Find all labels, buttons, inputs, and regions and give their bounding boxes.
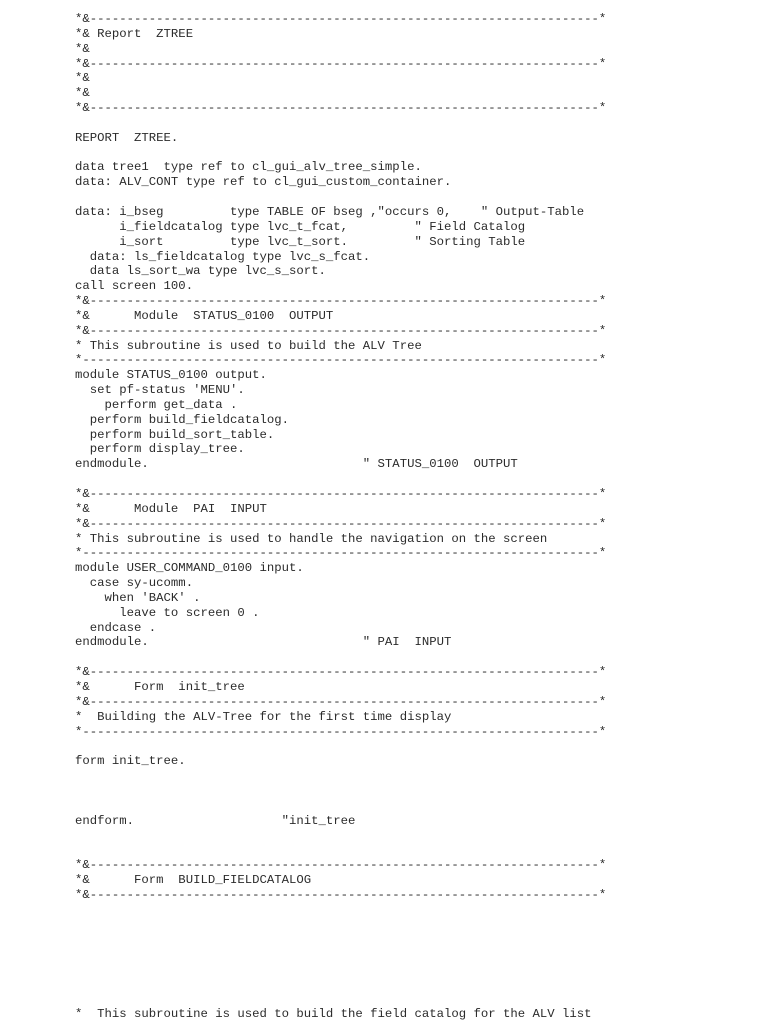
code-line: perform build_fieldcatalog. (75, 412, 290, 427)
code-line: data ls_sort_wa type lvc_s_sort. (75, 264, 326, 279)
code-line: case sy-ucomm. (75, 576, 194, 591)
blank-line (75, 977, 755, 992)
blank-line (75, 769, 755, 784)
code-line: REPORT ZTREE. (75, 130, 179, 145)
blank-line (75, 799, 755, 814)
comment-line: *& Form BUILD_FIELDCATALOG (75, 872, 312, 887)
comment-line: * This subroutine is used to build the ALV Tree (75, 338, 422, 353)
code-line: perform get_data . (75, 397, 238, 412)
comment-rule: *&---------------------------------------------------------------------* (75, 487, 607, 501)
comment-rule: *&---------------------------------------------------------------------* (75, 294, 607, 309)
blank-line (75, 828, 755, 843)
comment-rule: *----------------------------------------------------------------------* (75, 546, 607, 561)
comment-line: *& (75, 71, 90, 86)
code-line: endmodule. " PAI INPUT (75, 635, 452, 650)
comment-rule: *&---------------------------------------------------------------------* (75, 12, 607, 26)
code-listing (75, 12, 755, 1021)
comment-rule: *&---------------------------------------------------------------------* (75, 516, 607, 531)
code-line: endform. "init_tree (75, 813, 356, 828)
comment-rule: *----------------------------------------------------------------------* (75, 353, 607, 368)
comment-rule: *&---------------------------------------------------------------------* (75, 56, 607, 71)
blank-line (75, 784, 755, 799)
comment-line: * This subroutine is used to handle the navigation on the screen (75, 531, 548, 546)
code-line: module STATUS_0100 output. (75, 368, 267, 383)
blank-line (75, 472, 755, 487)
code-line: perform build_sort_table. (75, 427, 275, 442)
blank-line (75, 116, 755, 131)
code-line: leave to screen 0 . (75, 605, 260, 620)
comment-rule: *&---------------------------------------------------------------------* (75, 101, 607, 116)
comment-rule: *&---------------------------------------------------------------------* (75, 665, 607, 680)
blank-line (75, 962, 755, 977)
code-line: set pf-status 'MENU'. (75, 383, 245, 398)
code-line: i_sort type lvc_t_sort. " Sorting Table (75, 234, 526, 249)
comment-rule: *&---------------------------------------------------------------------* (75, 323, 607, 338)
comment-line: *& Form init_tree (75, 679, 245, 694)
comment-rule: *&---------------------------------------------------------------------* (75, 858, 607, 873)
comment-line: *& Module PAI INPUT (75, 501, 267, 516)
code-line: perform display_tree. (75, 442, 245, 457)
blank-line (75, 190, 755, 205)
blank-line (75, 992, 755, 1007)
code-line: endcase . (75, 620, 157, 635)
comment-rule: *----------------------------------------------------------------------* (75, 724, 607, 739)
blank-line (75, 932, 755, 947)
comment-rule: *&---------------------------------------------------------------------* (75, 694, 607, 709)
blank-line (75, 917, 755, 932)
blank-line (75, 146, 755, 161)
code-line: module USER_COMMAND_0100 input. (75, 561, 304, 576)
code-line: i_fieldcatalog type lvc_t_fcat, " Field Catalog (75, 219, 526, 234)
code-line: data: i_bseg type TABLE OF bseg ,"occurs 0, " Output-Table (75, 204, 585, 219)
blank-line (75, 903, 755, 918)
blank-line (75, 843, 755, 858)
comment-line: *& (75, 41, 90, 56)
comment-line: *& Module STATUS_0100 OUTPUT (75, 308, 334, 323)
blank-line (75, 739, 755, 754)
code-line: data: ALV_CONT type ref to cl_gui_custom_container. (75, 175, 452, 190)
code-line: data tree1 type ref to cl_gui_alv_tree_simple. (75, 160, 422, 175)
comment-line: *& Report ZTREE (75, 26, 194, 41)
code-line: call screen 100. (75, 279, 194, 294)
comment-line: *& (75, 86, 90, 101)
code-line: data: ls_fieldcatalog type lvc_s_fcat. (75, 249, 371, 264)
blank-line (75, 650, 755, 665)
comment-line: * Building the ALV-Tree for the first time display (75, 709, 452, 724)
comment-line: * This subroutine is used to build the field catalog for the ALV list (75, 1006, 592, 1021)
code-line: when 'BACK' . (75, 590, 201, 605)
blank-line (75, 947, 755, 962)
code-line: endmodule. " STATUS_0100 OUTPUT (75, 457, 518, 472)
code-line: form init_tree. (75, 754, 186, 769)
comment-rule: *&---------------------------------------------------------------------* (75, 887, 607, 902)
